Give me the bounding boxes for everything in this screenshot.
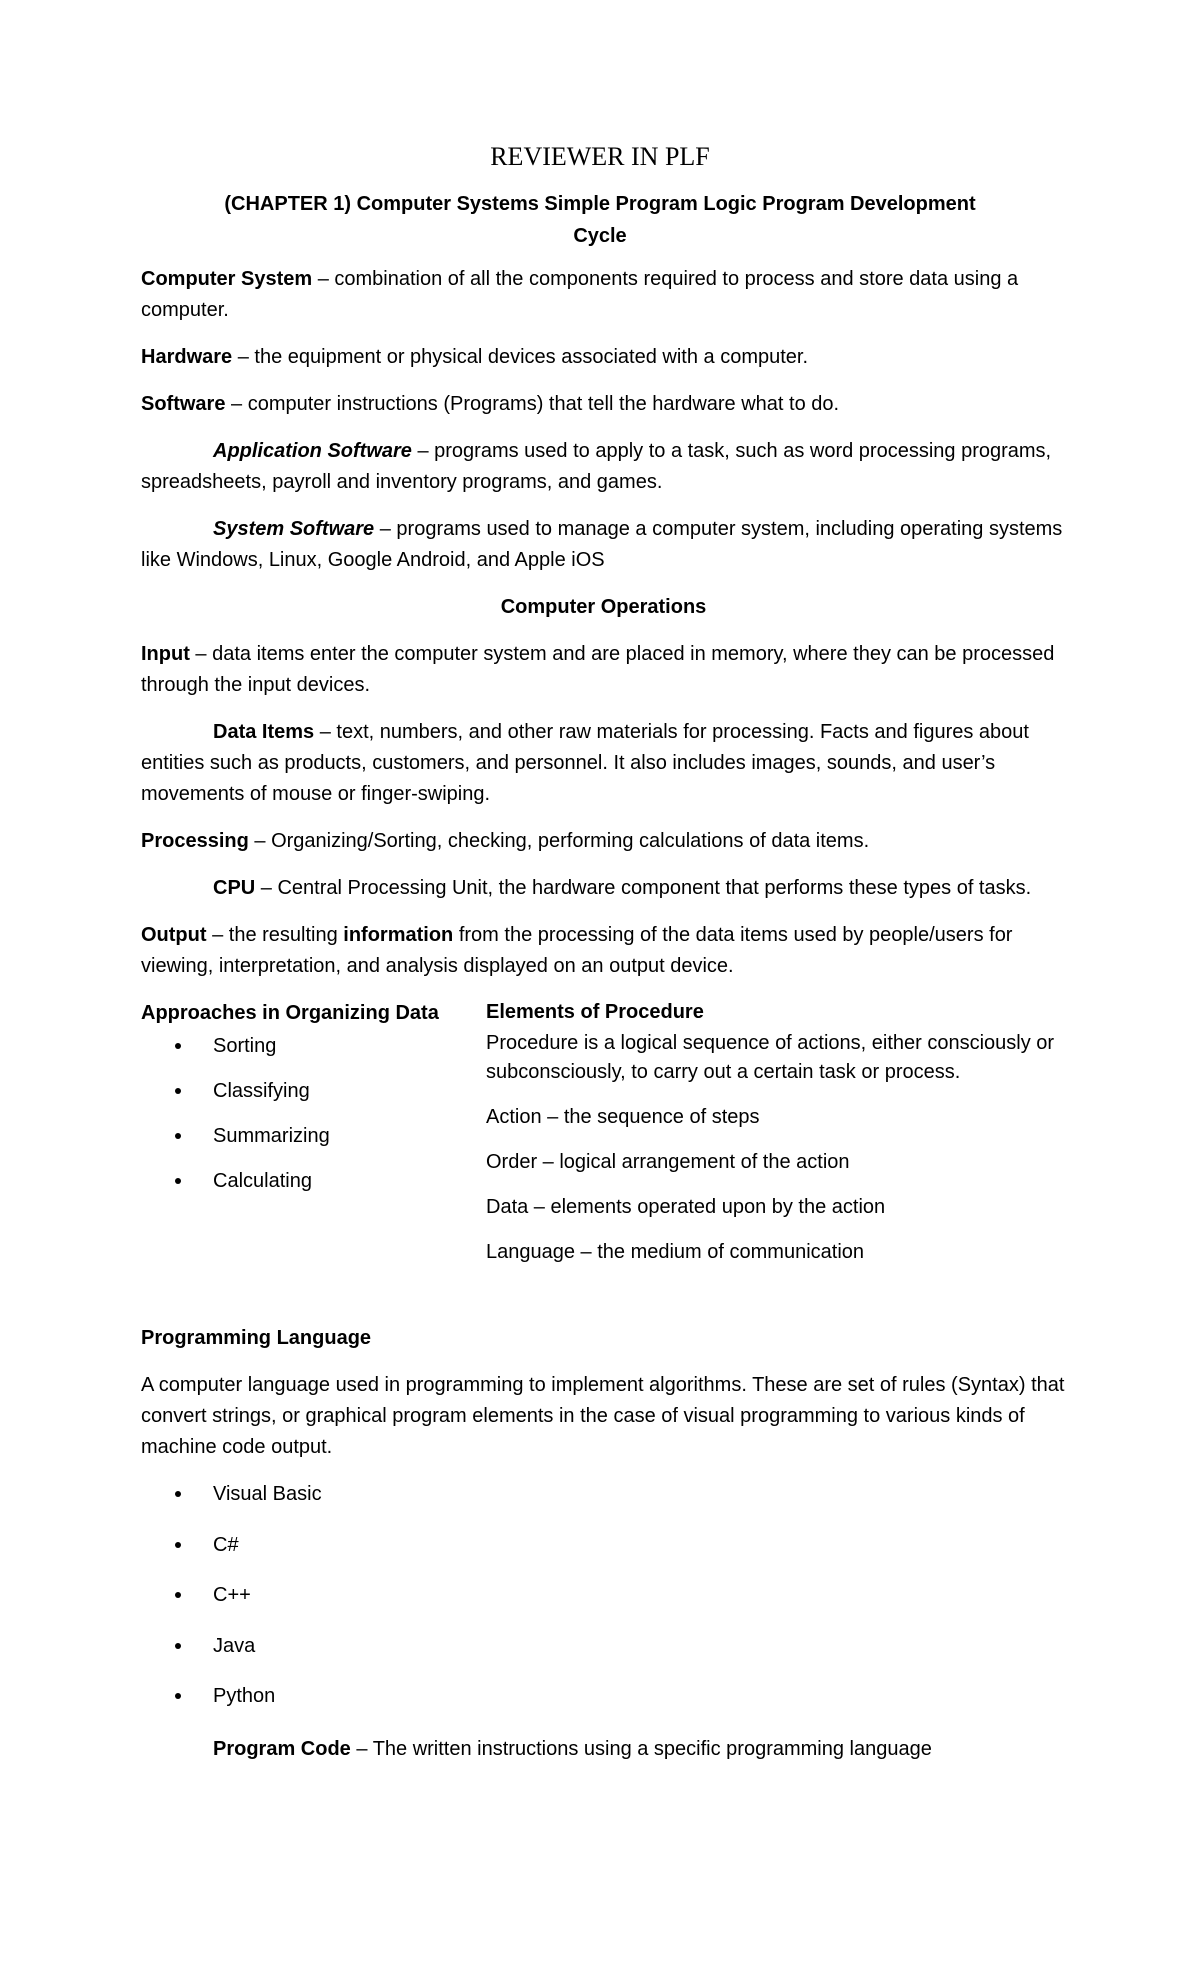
list-item-label: Java — [213, 1634, 256, 1657]
definition-cpu — [141, 873, 1066, 904]
bullet-icon — [175, 1693, 181, 1699]
definition-term: Output — [141, 924, 207, 946]
procedure-heading: Elements of Procedure — [486, 1001, 704, 1023]
procedure-column — [486, 998, 1066, 1283]
list-item — [141, 1121, 486, 1166]
definition-term: CPU — [213, 877, 256, 899]
definition-hardware — [141, 342, 1066, 373]
procedure-description: Procedure is a logical sequence of actions, either consciously or subconsciously, to carry out a certain task or process. — [486, 1032, 1055, 1083]
bullet-icon — [175, 1178, 181, 1184]
list-item-label: Calculating — [213, 1170, 312, 1192]
definition-term: Program Code — [213, 1737, 351, 1760]
two-column-section — [141, 998, 1066, 1283]
document-body — [141, 264, 1066, 1781]
bullet-icon — [175, 1491, 181, 1497]
definition-text: – computer instructions (Programs) that tell the hardware what to do. — [225, 393, 840, 415]
list-item — [141, 1580, 1066, 1631]
list-item-label: Classifying — [213, 1080, 310, 1102]
definition-input — [141, 639, 1066, 701]
list-item-label: Sorting — [213, 1035, 277, 1057]
bullet-icon — [175, 1542, 181, 1548]
definition-text: – Organizing/Sorting, checking, performing calculations of data items. — [248, 830, 870, 852]
definition-term: System Software — [213, 518, 375, 540]
procedure-element: Action – the sequence of steps — [486, 1106, 760, 1128]
bullet-icon — [175, 1133, 181, 1139]
approaches-column — [141, 998, 486, 1283]
definition-processing — [141, 826, 1066, 857]
languages-list — [141, 1479, 1066, 1732]
definition-application-software — [141, 436, 1066, 498]
list-item — [141, 1479, 1066, 1530]
list-item — [141, 1631, 1066, 1682]
definition-computer-system — [141, 264, 1066, 326]
definition-software — [141, 389, 1066, 420]
definition-term: Data Items — [213, 721, 315, 743]
procedure-element: Language – the medium of communication — [486, 1241, 865, 1263]
list-item — [141, 1530, 1066, 1581]
definition-text: – programs used to apply to a task, such as word processing programs, spreadsheets, payroll and inventory programs, and games. — [141, 440, 1052, 493]
document-title: REVIEWER IN PLF — [490, 142, 710, 171]
list-item-label: Summarizing — [213, 1125, 330, 1147]
section-heading-computer-operations: Computer Operations — [500, 596, 707, 618]
definition-system-software — [141, 514, 1066, 576]
programming-description: A computer language used in programming to implement algorithms. These are set of rules (Syntax) that convert strings, or graphical program elements in the case of visual programming to various kinds of machine code output. — [141, 1374, 1065, 1458]
definition-text: – the resulting — [206, 924, 344, 946]
chapter-subtitle: (CHAPTER 1) Computer Systems Simple Program Logic Program Development Cycle — [224, 193, 976, 247]
definition-text: from the processing of the data items used by people/users for viewing, interpretation, and analysis displayed on an output device. — [141, 924, 1013, 977]
list-item — [141, 1681, 1066, 1732]
bullet-icon — [175, 1643, 181, 1649]
definition-text: – the equipment or physical devices associated with a computer. — [232, 346, 809, 368]
procedure-element: Order – logical arrangement of the action — [486, 1151, 850, 1173]
definition-text: – programs used to manage a computer system, including operating systems like Windows, Linux, Google Android, and Apple iOS — [141, 518, 1063, 571]
definition-term: Hardware — [141, 346, 233, 368]
definition-term: Software — [141, 393, 226, 415]
list-item-label: C++ — [213, 1584, 251, 1606]
list-item-label: C# — [213, 1533, 239, 1556]
section-heading-programming-language: Programming Language — [141, 1327, 372, 1349]
definition-term: Computer System — [141, 268, 313, 290]
definition-data-items — [141, 717, 1066, 810]
definition-text: – The written instructions using a specific programming language — [350, 1737, 932, 1760]
approaches-list — [141, 1031, 486, 1211]
list-item — [141, 1076, 486, 1121]
definition-text: – text, numbers, and other raw materials for processing. Facts and figures about entities such as products, customers, and personnel. It also includes images, sounds, and user’s movements of mouse or finger-swiping. — [141, 721, 1029, 805]
bullet-icon — [175, 1043, 181, 1049]
definition-program-code — [141, 1734, 1066, 1765]
list-item-label: Python — [213, 1685, 276, 1707]
bullet-icon — [175, 1088, 181, 1094]
list-item-label: Visual Basic — [213, 1483, 322, 1505]
definition-emphasis: information — [343, 924, 454, 946]
definition-term: Application Software — [213, 440, 412, 462]
definition-text: – combination of all the components required to process and store data using a computer. — [141, 268, 1019, 321]
definition-text: – Central Processing Unit, the hardware component that performs these types of tasks. — [255, 877, 1032, 899]
bullet-icon — [175, 1592, 181, 1598]
procedure-element: Data – elements operated upon by the action — [486, 1196, 886, 1218]
list-item — [141, 1166, 486, 1211]
approaches-heading: Approaches in Organizing Data — [141, 1002, 439, 1024]
definition-term: Input — [141, 643, 190, 665]
definition-output — [141, 920, 1066, 982]
list-item — [141, 1031, 486, 1076]
definition-text: – data items enter the computer system and are placed in memory, where they can be processed through the input devices. — [141, 643, 1055, 696]
definition-term: Processing — [141, 830, 249, 852]
